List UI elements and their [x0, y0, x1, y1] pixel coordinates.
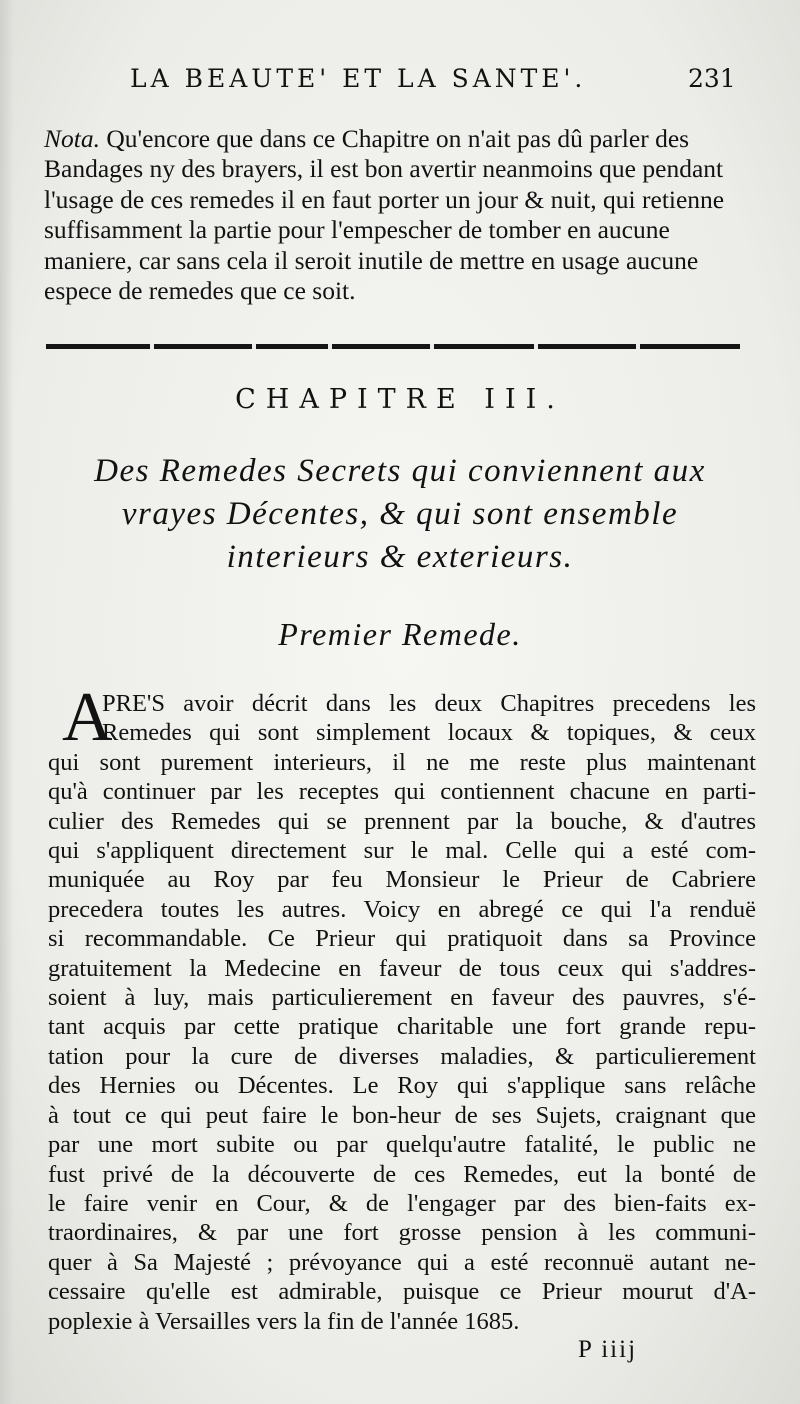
body-line: fust privé de la découverte de ces Remedes, eut la bonté de — [48, 1160, 756, 1188]
body-line: qui s'appliquent directement sur le mal. Celle qui a esté com- — [48, 837, 756, 865]
body-line: à tout ce qui peut faire le bon-heur de ses Sujets, craignant que — [48, 1101, 756, 1129]
body-line: Remedes qui sont simplement locaux & topiques, & ceux — [102, 719, 756, 747]
body-paragraph — [48, 679, 756, 1336]
body-line: le faire venir en Cour, & de l'engager par des bien-faits ex- — [48, 1189, 756, 1217]
body-line: gratuitement la Medecine en faveur de tous ceux qui s'addres- — [48, 954, 756, 982]
body-line: soient à luy, mais particulierement en faveur des pauvres, s'é- — [48, 984, 756, 1012]
body-line: PRE'S avoir décrit dans les deux Chapitres precedens les — [102, 690, 756, 717]
body-line: qui sont purement interieurs, il ne me reste plus maintenant — [48, 748, 756, 776]
body-line: cessaire qu'elle est admirable, puisque ce Prieur mourut d'A- — [48, 1278, 756, 1306]
nota-label: Nota. — [44, 124, 100, 153]
chapter-title: CHAPITRE III. — [235, 384, 565, 415]
body-line: par une mort subite ou par quelqu'autre fatalité, le public ne — [48, 1131, 756, 1159]
section-heading: Premier Remede. — [278, 616, 522, 652]
body-line: si recommandable. Ce Prieur qui pratiquoit dans sa Province — [48, 925, 756, 953]
body-line: traordinaires, & par une fort grosse pension à les communi- — [48, 1219, 756, 1247]
body-line: muniquée au Roy par feu Monsieur le Prieur de Cabriere — [48, 866, 756, 894]
body-line: qu'à continuer par les receptes qui contiennent chacune en parti- — [48, 778, 756, 806]
nota-paragraph — [44, 124, 756, 306]
chapter-subtitle-line: Des Remedes Secrets qui conviennent aux — [94, 453, 706, 489]
chapter-subtitle-line: vrayes Décentes, & qui sont ensemble — [121, 496, 679, 532]
body-line: poplexie à Versailles vers la fin de l'année 1685. — [48, 1307, 520, 1335]
body-line: des Hernies ou Décentes. Le Roy qui s'applique sans relâche — [48, 1072, 756, 1100]
body-line: precedera toutes les autres. Voicy en abregé ce qui l'a renduë — [48, 895, 756, 923]
body-line: culier des Remedes qui se prennent par la bouche, & d'autres — [48, 807, 756, 835]
ornamental-rule — [46, 344, 740, 349]
chapter-subtitle — [40, 450, 760, 579]
body-line: tation pour la cure de diverses maladies, & particulierement — [48, 1042, 756, 1070]
running-head: LA BEAUTE' ET LA SANTE'. — [130, 64, 587, 93]
signature-mark: P iiij — [578, 1336, 638, 1363]
body-line: tant acquis par cette pratique charitable une fort grande repu- — [48, 1013, 756, 1041]
page-edge-shadow — [0, 0, 14, 1404]
chapter-subtitle-line: interieurs & exterieurs. — [226, 539, 574, 575]
nota-text: Qu'encore que dans ce Chapitre on n'ait pas dû parler des Bandages ny des brayers, il est bon avertir neanmoins que pendant l'usage de ces remedes il en faut porter un jour & nuit, qui retienne suffisamment la partie pour l'empescher de tomber en aucune maniere, car sans cela il seroit inutile de mettre en usage aucune espece de remedes que ce soit. — [44, 124, 725, 306]
page-number: 231 — [688, 64, 736, 93]
body-line: quer à Sa Majesté ; prévoyance qui a esté reconnuë autant ne- — [48, 1248, 756, 1276]
drop-cap: A — [62, 679, 113, 756]
